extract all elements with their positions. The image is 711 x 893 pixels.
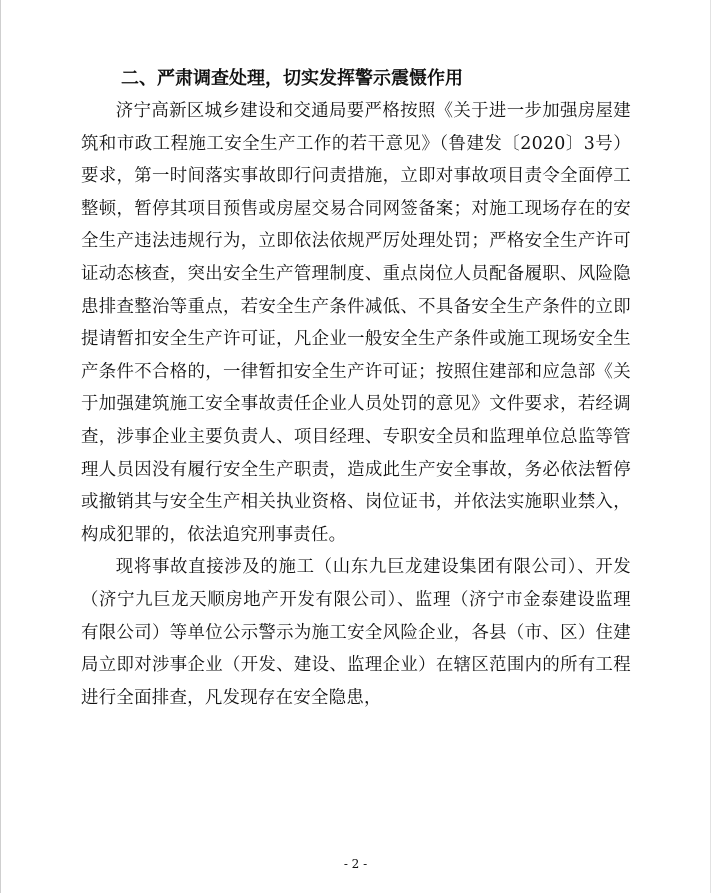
section-heading: 二、严肃调查处理，切实发挥警示震慑作用 xyxy=(121,68,463,89)
paragraph-1: 济宁高新区城乡建设和交通局要严格按照《关于进一步加强房屋建筑和市政工程施工安全生产工作的若干意见》（鲁建发〔2020〕3号）要求，第一时间落实事故即行问责措施，立即对事故项目责令全面停工整顿，暂停其项目预售或房屋交易合同网签备案；对施工现场存在的安全生产违法违规行为，立即依法依规严厉处理处罚；严格安全生产许可证动态核查，突出安全生产管理制度、重点岗位人员配备履职、风险隐患排查整治等重点，若安全生产条件减低、不具备安全生产条件的立即提请暂扣安全生产许可证，凡企业一般安全生产条件或施工现场安全生产条件不合格的，一律暂扣安全生产许可证；按照住建部和应急部《关于加强建筑施工安全事故责任企业人员处罚的意见》文件要求，若经调查，涉事企业主要负责人、项目经理、专职安全员和监理单位总监等管理人员因没有履行安全生产职责，造成此生产安全事故，务必依法暂停或撤销其与安全生产相关执业资格、岗位证书，并依法实施职业禁入，构成犯罪的，依法追究刑事责任。 xyxy=(81,101,631,545)
page-number: - 2 - xyxy=(343,857,368,871)
document-body xyxy=(81,63,631,714)
paragraph-2: 现将事故直接涉及的施工（山东九巨龙建设集团有限公司）、开发（济宁九巨龙天顺房地产开发有限公司）、监理（济宁市金泰建设监理有限公司）等单位公示警示为施工安全风险企业，各县（市、区）住建局立即对涉事企业（开发、建设、监理企业）在辖区范围内的所有工程进行全面排查，凡发现存在安全隐患， xyxy=(81,557,631,708)
